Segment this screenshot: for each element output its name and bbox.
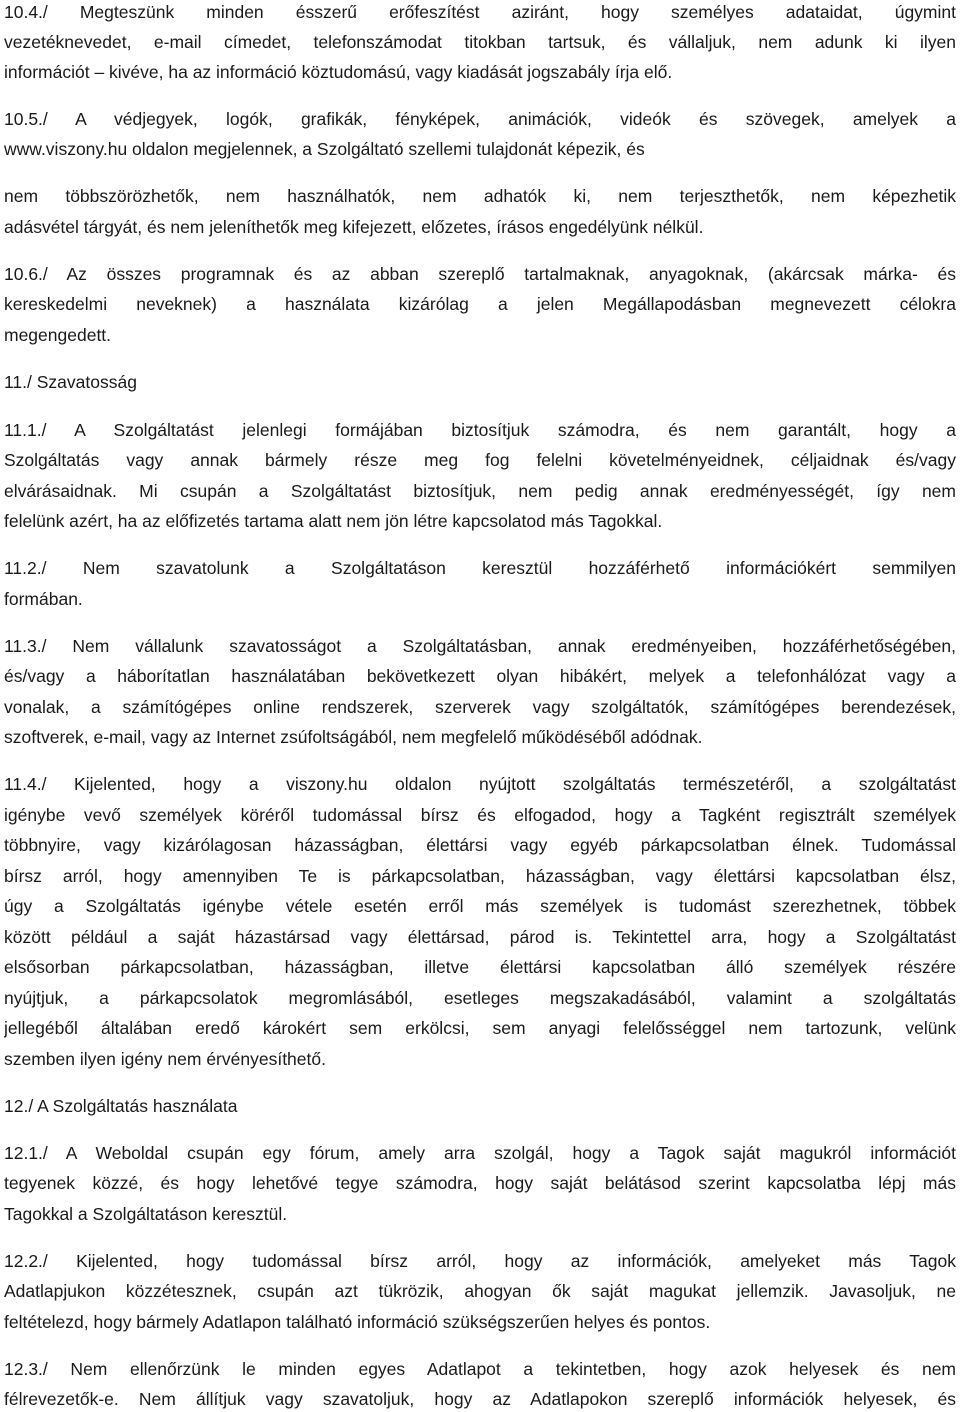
text-line: megengedett. <box>4 325 112 345</box>
text-line: között például a saját házastársad vagy élettársad, párod is. Tekintettel arra, hogy a Szolgáltatást <box>4 927 956 947</box>
text-line: Szolgáltatás vagy annak bármely része meg fog felelni követelményeidnek, céljaidnak és/vagy <box>4 450 956 470</box>
text-line: elvárásaidnak. Mi csupán a Szolgáltatást biztosítjuk, nem pedig annak eredményességét, így nem <box>4 481 956 501</box>
text-line: 10.4./ Megteszünk minden ésszerű erőfeszítést aziránt, hogy személyes adataidat, úgymint <box>4 2 956 22</box>
section-heading: 11./ Szavatosság <box>4 372 137 392</box>
text-line: igénybe vevő személyek köréről tudomással bírsz és elfogadod, hogy a Tagként regisztrált személyek <box>4 805 956 825</box>
text-line: formában. <box>4 589 83 609</box>
text-line: tegyenek közzé, és hogy lehetővé tegye számodra, hogy saját belátásod szerint kapcsolatba lépj más <box>4 1173 956 1193</box>
text-line: adásvétel tárgyát, és nem jeleníthetők meg kifejezett, előzetes, írásos engedélyünk nélkül. <box>4 217 704 237</box>
text-line: szoftverek, e-mail, vagy az Internet zsúfoltságából, nem megfelelő működéséből adódnak. <box>4 727 703 747</box>
text-line: úgy a Szolgáltatás igénybe vétele esetén erről más személyek is tudomást szerezhetnek, többek <box>4 896 956 916</box>
text-line: 10.5./ A védjegyek, logók, grafikák, fényképek, animációk, videók és szövegek, amelyek a <box>4 109 956 129</box>
text-line: feltételezd, hogy bármely Adatlapon található információ szükségszerűen helyes és pontos. <box>4 1312 711 1332</box>
text-line: felelünk azért, ha az előfizetés tartama alatt nem jön létre kapcsolatod más Tagokkal. <box>4 511 663 531</box>
text-line: és/vagy a háborítatlan használatában bekövetkezett olyan hibákért, melyek a telefonhálózat vagy a <box>4 666 956 686</box>
text-line: elsősorban párkapcsolatban, házasságban, illetve élettársi kapcsolatban álló személyek részére <box>4 957 956 977</box>
text-line: félrevezetők-e. Nem állítjuk vagy szavatoljuk, hogy az Adatlapokon szereplő információk helyesek, és <box>4 1389 956 1409</box>
text-line: bírsz arról, hogy amennyiben Te is párkapcsolatban, házasságban, vagy élettársi kapcsolatban élsz, <box>4 866 956 886</box>
text-line: nyújtjuk, a párkapcsolatok megromlásából, esetleges megszakadásából, valamint a szolgáltatás <box>4 988 956 1008</box>
text-line: Tagokkal a Szolgáltatáson keresztül. <box>4 1204 288 1224</box>
text-line: jellegéből általában eredő károkért sem erkölcsi, sem anyagi felelősséggel nem tartozunk, velünk <box>4 1018 956 1038</box>
text-line: 11.1./ A Szolgáltatást jelenlegi formájában biztosítjuk számodra, és nem garantált, hogy a <box>4 420 956 440</box>
text-line: 11.2./ Nem szavatolunk a Szolgáltatáson keresztül hozzáférhető információkért semmilyen <box>4 558 956 578</box>
text-line: 11.4./ Kijelented, hogy a viszony.hu oldalon nyújtott szolgáltatás természetéről, a szolgáltatást <box>4 774 956 794</box>
text-line: információt – kivéve, ha az információ köztudomású, vagy kiadását jogszabály írja elő. <box>4 62 673 82</box>
text-line: többnyire, vagy kizárólagosan házasságban, élettársi vagy egyéb párkapcsolatban élnek. Tudomással <box>4 835 956 855</box>
text-line: www.viszony.hu oldalon megjelennek, a Szolgáltató szellemi tulajdonát képezik, és <box>4 139 645 159</box>
text-line: 10.6./ Az összes programnak és az abban szereplő tartalmaknak, anyagoknak, (akárcsak márka- és <box>4 264 956 284</box>
text-line: 11.3./ Nem vállalunk szavatosságot a Szolgáltatásban, annak eredményeiben, hozzáférhetőségében, <box>4 636 956 656</box>
text-line: 12.2./ Kijelented, hogy tudomással bírsz arról, hogy az információk, amelyeket más Tagok <box>4 1251 956 1271</box>
text-line: 12.1./ A Weboldal csupán egy fórum, amely arra szolgál, hogy a Tagok saját magukról információt <box>4 1143 956 1163</box>
section-heading: 12./ A Szolgáltatás használata <box>4 1096 238 1116</box>
text-line: vonalak, a számítógépes online rendszerek, szerverek vagy szolgáltatók, számítógépes berendezések, <box>4 697 956 717</box>
text-line: kereskedelmi neveknek) a használata kizárólag a jelen Megállapodásban megnevezett célokra <box>4 294 956 314</box>
text-line: 12.3./ Nem ellenőrzünk le minden egyes Adatlapot a tekintetben, hogy azok helyesek és nem <box>4 1359 956 1379</box>
text-line: szemben ilyen igény nem érvényesíthető. <box>4 1049 326 1069</box>
text-line: Adatlapjukon közzétesznek, csupán azt tükrözik, ahogyan ők saját magukat jellemzik. Javasoljuk, ne <box>4 1281 956 1301</box>
text-line: nem többszörözhetők, nem használhatók, nem adhatók ki, nem terjeszthetők, nem képezhetik <box>4 186 956 206</box>
text-line: vezetéknevedet, e-mail címedet, telefonszámodat titokban tartsuk, és vállaljuk, nem adunk ki ilyen <box>4 32 956 52</box>
